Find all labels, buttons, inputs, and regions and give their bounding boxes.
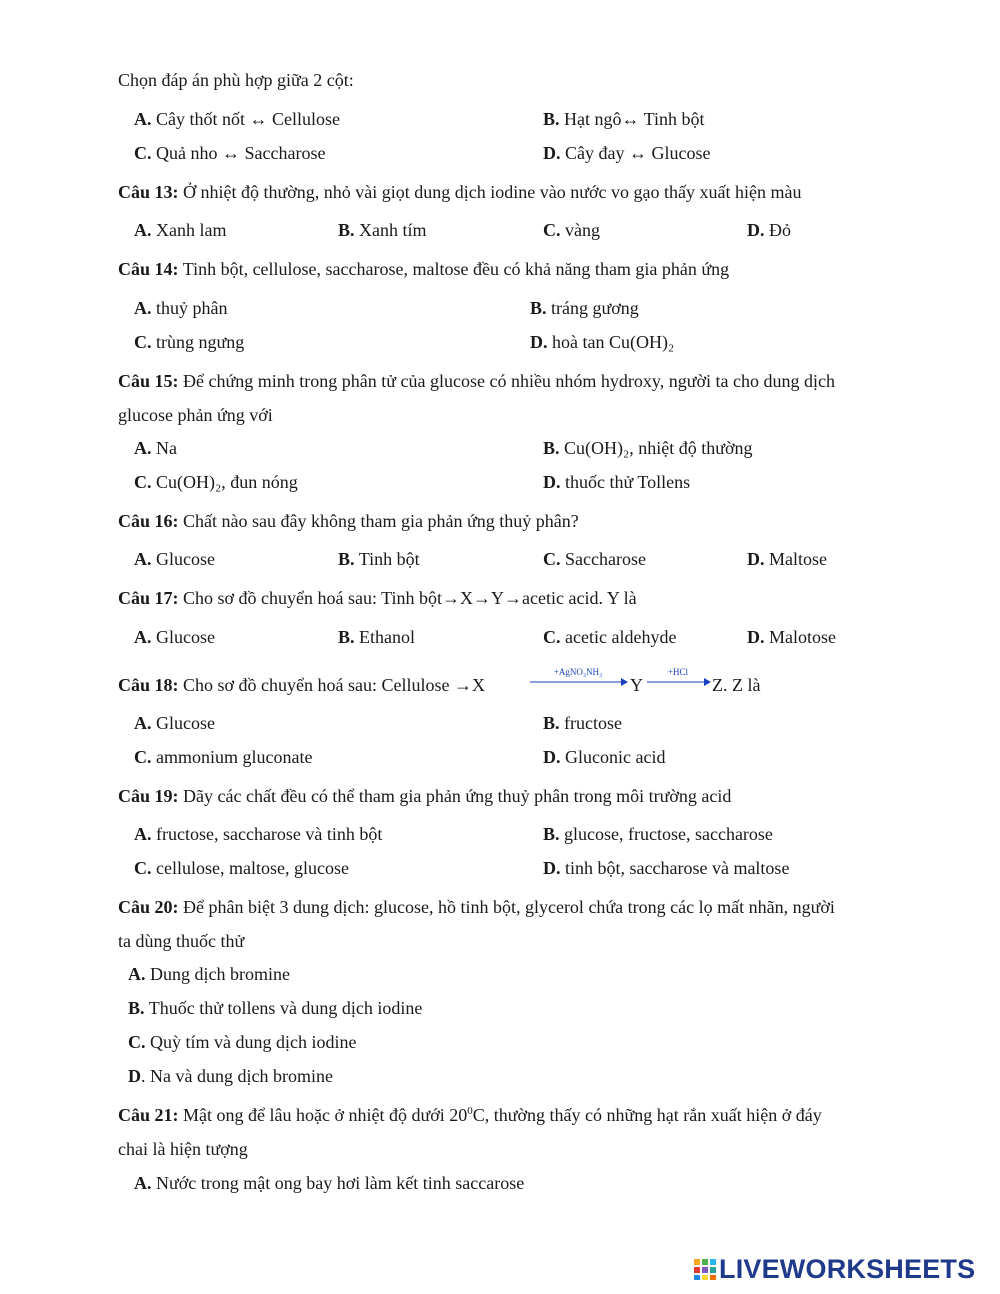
q13-option-d[interactable]: D. Đỏ: [747, 220, 791, 240]
q12-option-a[interactable]: A. Cây thốt nốt ↔ Cellulose: [134, 109, 340, 129]
intro-text: Chọn đáp án phù hợp giữa 2 cột:: [118, 70, 354, 90]
question-18: Câu 18: Cho sơ đồ chuyển hoá sau: Cellulose →X: [118, 675, 485, 695]
q12-option-d[interactable]: D. Cây đay ↔ Glucose: [543, 143, 711, 163]
q20-option-c[interactable]: C. Quỳ tím và dung dịch iodine: [128, 1032, 357, 1052]
q12-option-c[interactable]: C. Quả nho ↔ Saccharose: [134, 143, 326, 163]
question-19: Câu 19: Dãy các chất đều có thể tham gia phản ứng thuỷ phân trong môi trường acid: [118, 786, 732, 806]
reaction-arrow-1: [528, 664, 628, 692]
q21-option-a[interactable]: A. Nước trong mật ong bay hơi làm kết tinh saccarose: [134, 1173, 525, 1193]
q14-option-c[interactable]: C. trùng ngưng: [134, 332, 245, 352]
q17-option-b[interactable]: B. Ethanol: [338, 627, 416, 647]
q15-option-d[interactable]: D. thuốc thử Tollens: [543, 472, 691, 492]
q14-option-a[interactable]: A. thuỷ phân: [134, 298, 228, 318]
q17-option-a[interactable]: A. Glucose: [134, 627, 215, 647]
liveworksheets-brand[interactable]: [693, 1254, 975, 1284]
question-17: Câu 17: Cho sơ đồ chuyển hoá sau: Tinh bột→X→Y→acetic acid. Y là: [118, 588, 637, 608]
q19-option-a[interactable]: A. fructose, saccharose và tinh bột: [134, 824, 383, 844]
q18-option-b[interactable]: B. fructose: [543, 713, 622, 733]
question-21-cont: chai là hiện tượng: [118, 1139, 248, 1159]
question-21: Câu 21: Mật ong để lâu hoặc ở nhiệt độ dưới $20^0C$, thường thấy có những hạt rắn xuất hiện ở đáy: [118, 1105, 822, 1125]
q18-option-d[interactable]: D. Gluconic acid: [543, 747, 666, 767]
q18-option-c[interactable]: C. ammonium gluconate: [134, 747, 313, 767]
q12-option-b[interactable]: B. Hạt ngô↔ Tinh bột: [543, 109, 705, 129]
question-15: Câu 15: Để chứng minh trong phân tử của glucose có nhiều nhóm hydroxy, người ta cho dung dịch: [118, 371, 836, 391]
q16-option-b[interactable]: B. Tinh bột: [338, 549, 420, 569]
q13-option-a[interactable]: A. Xanh lam: [134, 220, 227, 240]
arrow-1-label: +AgNO₃NH₃: [553, 667, 603, 677]
q18-option-a[interactable]: A. Glucose: [134, 713, 215, 733]
q16-option-c[interactable]: C. Saccharose: [543, 549, 646, 569]
q19-option-d[interactable]: D. tinh bột, saccharose và maltose: [543, 858, 790, 878]
q13-option-c[interactable]: C. vàng: [543, 220, 600, 240]
q20-option-d[interactable]: D. Na và dung dịch bromine: [128, 1066, 333, 1086]
q20-option-b[interactable]: B. Thuốc thử tollens và dung dịch iodine: [128, 998, 423, 1018]
arrow-2-head: [704, 678, 711, 686]
liveworksheets-logo-icon: [693, 1257, 717, 1281]
q13-option-b[interactable]: B. Xanh tím: [338, 220, 427, 240]
q19-option-c[interactable]: C. cellulose, maltose, glucose: [134, 858, 349, 878]
question-13: Câu 13: Ở nhiệt độ thường, nhỏ vài giọt dung dịch iodine vào nước vo gạo thấy xuất hiện màu: [118, 182, 802, 202]
question-20-cont: ta dùng thuốc thử: [118, 931, 245, 951]
reaction-arrow-2: [645, 664, 711, 692]
q18-product-z: Z. Z là: [712, 675, 761, 695]
question-16: Câu 16: Chất nào sau đây không tham gia phản ứng thuỷ phân?: [118, 511, 579, 531]
arrow-2-label: +HCl: [667, 667, 689, 677]
q14-option-b[interactable]: B. tráng gương: [530, 298, 639, 318]
q14-option-d[interactable]: D. hoà tan Cu(OH)₂: [530, 332, 675, 352]
question-14: Câu 14: Tinh bột, cellulose, saccharose, maltose đều có khả năng tham gia phản ứng: [118, 259, 730, 279]
brand-text: LIVEWORKSHEETS: [719, 1253, 976, 1284]
q18-intermediate-y: Y: [630, 675, 643, 695]
q17-option-d[interactable]: D. Malotose: [747, 627, 836, 647]
arrow-1-head: [621, 678, 628, 686]
question-15-cont: glucose phản ứng với: [118, 405, 273, 425]
q17-option-c[interactable]: C. acetic aldehyde: [543, 627, 677, 647]
q16-option-d[interactable]: D. Maltose: [747, 549, 827, 569]
q15-option-c[interactable]: C. Cu(OH)₂, đun nóng: [134, 472, 298, 492]
q15-option-b[interactable]: B. Cu(OH)₂, nhiệt độ thường: [543, 438, 753, 458]
question-20: Câu 20: Để phân biệt 3 dung dịch: glucose, hồ tinh bột, glycerol chứa trong các lọ mất nhãn, người: [118, 897, 835, 917]
q20-option-a[interactable]: A. Dung dịch bromine: [128, 964, 290, 984]
q16-option-a[interactable]: A. Glucose: [134, 549, 215, 569]
q15-option-a[interactable]: A. Na: [134, 438, 177, 458]
q19-option-b[interactable]: B. glucose, fructose, saccharose: [543, 824, 773, 844]
